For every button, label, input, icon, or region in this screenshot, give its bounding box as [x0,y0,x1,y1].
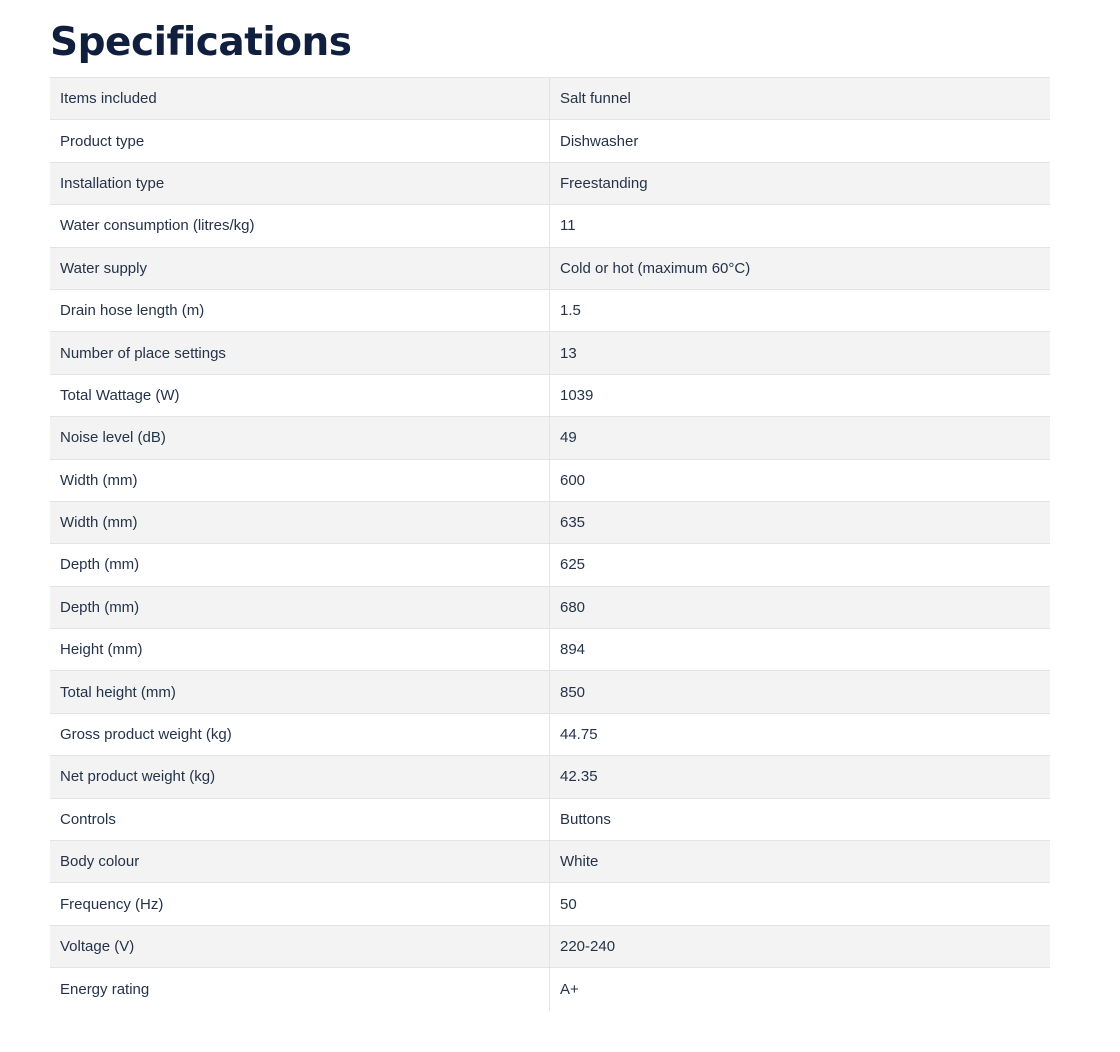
spec-value: 42.35 [560,768,598,786]
spec-row [50,587,1050,629]
spec-row [50,205,1050,247]
spec-value: Cold or hot (maximum 60°C) [560,259,751,277]
page-title: Specifications [50,20,352,65]
spec-label: Depth (mm) [50,544,550,585]
spec-label: Energy rating [50,968,550,1010]
spec-row [50,248,1050,290]
spec-label: Installation type [50,163,550,204]
spec-row [50,968,1050,1010]
spec-value: 894 [560,641,586,659]
spec-value: 625 [560,556,586,574]
spec-label: Voltage (V) [50,926,550,967]
spec-label: Depth (mm) [50,587,550,628]
spec-row [50,417,1050,459]
spec-row [50,460,1050,502]
spec-label: Drain hose length (m) [50,290,550,331]
spec-row [50,120,1050,162]
spec-label: Controls [50,799,550,840]
spec-value: 600 [560,471,586,489]
spec-value: 11 [560,217,576,235]
spec-value: 50 [560,895,577,913]
spec-row [50,544,1050,586]
spec-label: Number of place settings [50,332,550,373]
spec-row [50,375,1050,417]
spec-row [50,756,1050,798]
spec-label: Net product weight (kg) [50,756,550,797]
spec-row [50,671,1050,713]
spec-label: Water supply [50,248,550,289]
spec-row [50,799,1050,841]
spec-value: 1039 [560,386,594,404]
spec-value: Buttons [560,810,611,828]
spec-value: 680 [560,598,586,616]
spec-label: Width (mm) [50,460,550,501]
spec-value: A+ [560,980,579,998]
spec-row [50,290,1050,332]
spec-label: Noise level (dB) [50,417,550,458]
spec-label: Gross product weight (kg) [50,714,550,755]
spec-value: 850 [560,683,586,701]
spec-value: Salt funnel [560,90,631,108]
spec-row [50,841,1050,883]
spec-value: 44.75 [560,726,598,744]
spec-value: Freestanding [560,174,648,192]
spec-value: 13 [560,344,577,362]
spec-value: White [560,853,599,871]
spec-row [50,502,1050,544]
spec-row [50,332,1050,374]
specifications-table [50,77,1050,1011]
spec-row [50,163,1050,205]
spec-row [50,714,1050,756]
spec-value: 635 [560,514,586,532]
spec-value: 220-240 [560,938,616,955]
spec-label: Total Wattage (W) [50,375,550,416]
spec-label: Items included [50,78,550,119]
spec-row [50,78,1050,120]
spec-value: 49 [560,429,577,447]
spec-label: Height (mm) [50,629,550,670]
spec-label: Water consumption (litres/kg) [50,205,550,246]
spec-row [50,883,1050,925]
spec-value: Dishwasher [560,132,639,150]
spec-value: 1.5 [560,302,581,320]
spec-label: Frequency (Hz) [50,883,550,924]
spec-row [50,629,1050,671]
spec-row [50,926,1050,968]
spec-label: Width (mm) [50,502,550,543]
spec-label: Product type [50,120,550,161]
spec-label: Body colour [50,841,550,882]
spec-label: Total height (mm) [50,671,550,712]
